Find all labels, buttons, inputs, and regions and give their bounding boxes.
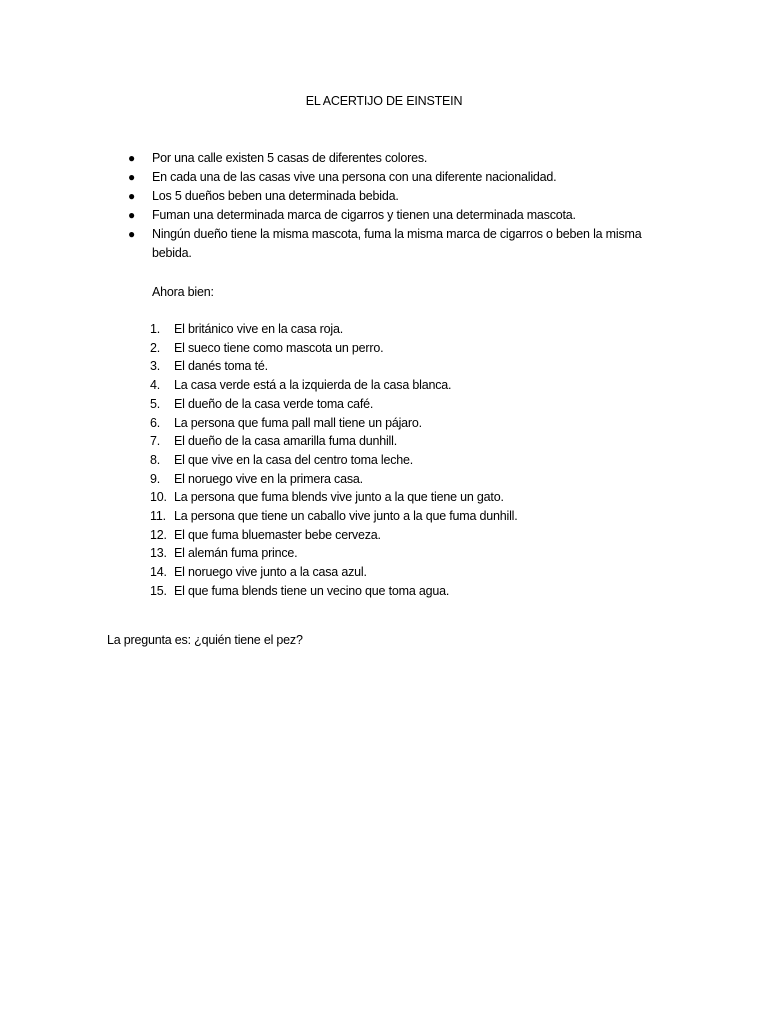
rule-text: El dueño de la casa amarilla fuma dunhill. <box>174 434 397 449</box>
rule-item <box>150 339 670 358</box>
rule-item <box>150 563 670 582</box>
rule-number: 1. <box>150 322 161 336</box>
rule-number: 13. <box>150 546 167 561</box>
rule-item <box>150 470 670 489</box>
intro-text: Ahora bien: <box>152 285 214 299</box>
rule-text: La casa verde está a la izquierda de la casa blanca. <box>174 378 452 393</box>
rule-item <box>150 357 670 376</box>
rule-text: El danés toma té. <box>174 359 268 374</box>
rule-item <box>150 488 670 507</box>
premise-item <box>128 149 668 168</box>
rule-number: 10. <box>150 490 167 505</box>
rule-text: El alemán fuma prince. <box>174 546 298 561</box>
rule-item <box>150 432 670 451</box>
rule-item <box>150 395 670 414</box>
bullet-icon: ● <box>128 170 136 184</box>
rule-number: 8. <box>150 452 161 467</box>
rule-text: El que fuma blends tiene un vecino que toma agua. <box>174 583 450 598</box>
rule-item <box>150 507 670 526</box>
rule-number: 12. <box>150 527 167 542</box>
premise-item <box>128 187 668 206</box>
rule-item <box>150 414 670 433</box>
rule-text: La persona que fuma blends vive junto a la que tiene un gato. <box>174 490 504 505</box>
rule-number: 9. <box>150 471 161 486</box>
premise-item <box>128 225 668 263</box>
premise-item <box>128 168 668 187</box>
rule-number: 3. <box>150 359 161 374</box>
rule-text: El noruego vive en la primera casa. <box>174 471 363 486</box>
rule-number: 7. <box>150 434 161 449</box>
rule-text: El que vive en la casa del centro toma leche. <box>174 452 414 467</box>
rule-item <box>150 320 670 339</box>
bullet-icon: ● <box>128 208 136 222</box>
bullet-icon: ● <box>128 227 136 241</box>
premise-text: En cada una de las casas vive una persona con una diferente nacionalidad. <box>152 170 557 184</box>
rule-number: 6. <box>150 415 161 430</box>
rules-list <box>150 320 670 601</box>
rule-text: La persona que tiene un caballo vive junto a la que fuma dunhill. <box>174 509 518 524</box>
question-text: La pregunta es: ¿quién tiene el pez? <box>107 633 303 647</box>
rule-number: 2. <box>150 340 161 355</box>
bullet-icon: ● <box>128 151 136 165</box>
rule-text: El dueño de la casa verde toma café. <box>174 396 374 411</box>
rule-text: La persona que fuma pall mall tiene un pájaro. <box>174 415 422 430</box>
premise-text: Fuman una determinada marca de cigarros y tienen una determinada mascota. <box>152 208 576 222</box>
document-title: EL ACERTIJO DE EINSTEIN <box>305 94 463 108</box>
rule-item <box>150 376 670 395</box>
premise-text: Por una calle existen 5 casas de diferentes colores. <box>152 151 428 165</box>
rule-item <box>150 526 670 545</box>
rule-number: 14. <box>150 565 167 580</box>
premise-text: Los 5 dueños beben una determinada bebida. <box>152 189 399 203</box>
premise-list <box>128 149 668 263</box>
rule-text: El sueco tiene como mascota un perro. <box>174 340 384 355</box>
rule-number: 11. <box>150 509 166 524</box>
rule-number: 4. <box>150 378 161 393</box>
rule-text: El que fuma bluemaster bebe cerveza. <box>174 527 381 542</box>
rule-text: El noruego vive junto a la casa azul. <box>174 565 367 580</box>
rule-item <box>150 544 670 563</box>
rule-number: 15. <box>150 583 167 598</box>
rule-item <box>150 582 670 601</box>
premise-item <box>128 206 668 225</box>
premise-text: Ningún dueño tiene la misma mascota, fuma la misma marca de cigarros o beben la misma bebida. <box>152 227 642 260</box>
rule-text: El británico vive en la casa roja. <box>174 322 343 336</box>
rule-number: 5. <box>150 396 161 411</box>
rule-item <box>150 451 670 470</box>
bullet-icon: ● <box>128 189 136 203</box>
